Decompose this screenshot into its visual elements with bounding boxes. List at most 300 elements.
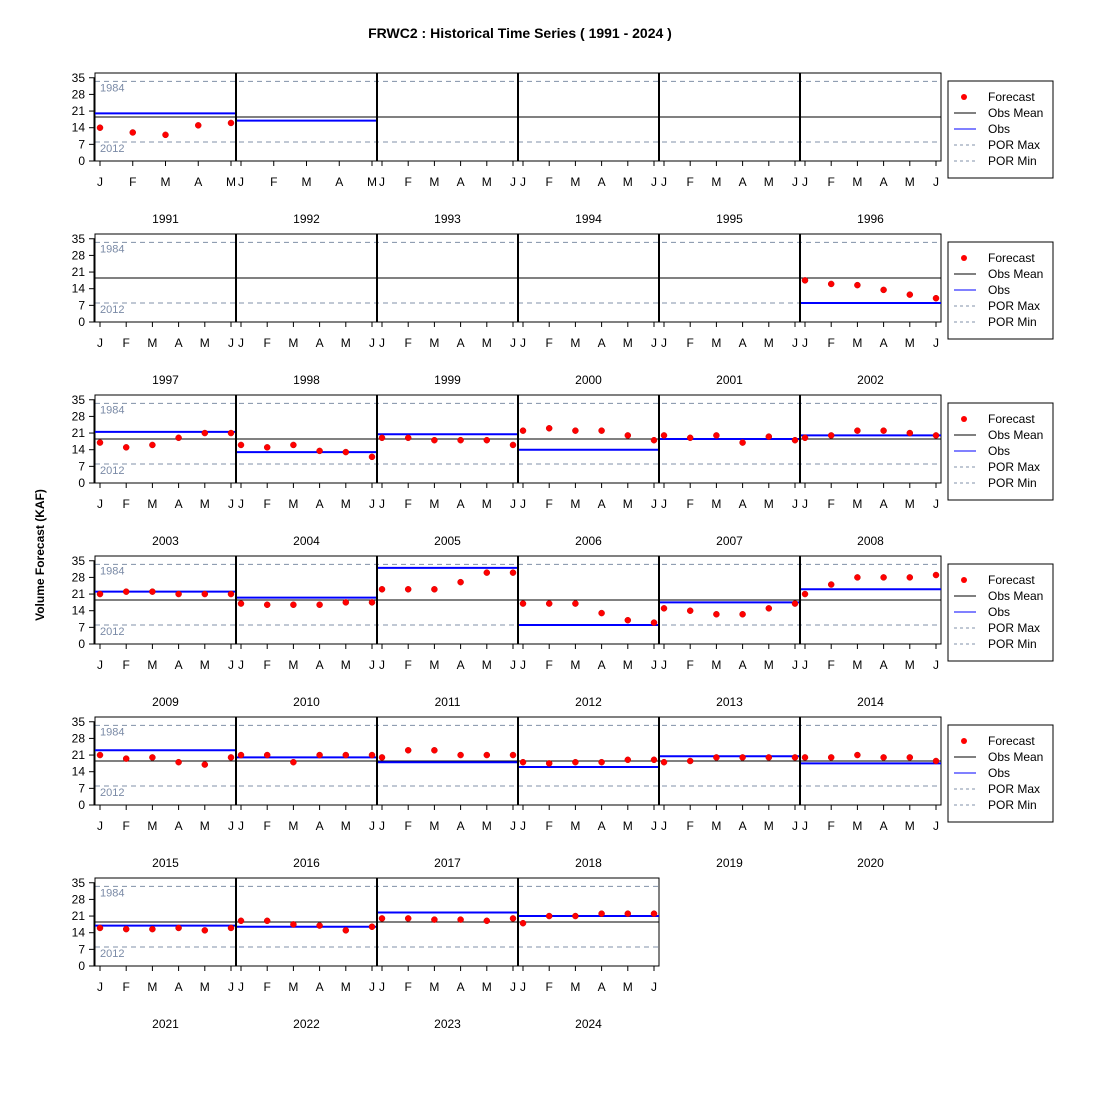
month-label: J — [792, 336, 798, 350]
month-label: M — [288, 658, 299, 672]
y-tick-label: 0 — [78, 315, 85, 329]
month-label: M — [199, 497, 210, 511]
month-label: A — [597, 980, 606, 994]
forecast-point — [431, 747, 437, 753]
por-min-label: 2012 — [100, 303, 125, 316]
forecast-point — [625, 757, 631, 763]
month-label: F — [545, 658, 553, 672]
forecast-point — [369, 599, 375, 605]
forecast-point — [510, 915, 516, 921]
forecast-point — [405, 747, 411, 753]
panel-2005 — [377, 395, 518, 548]
legend-forecast-marker — [961, 416, 967, 422]
month-label: J — [802, 175, 808, 189]
y-tick-label: 21 — [71, 587, 85, 602]
forecast-point — [176, 435, 182, 441]
forecast-point — [458, 437, 464, 443]
month-label: M — [570, 175, 581, 189]
forecast-point — [766, 754, 772, 760]
y-tick-label: 28 — [71, 87, 85, 102]
por-max-label: 1984 — [100, 404, 125, 417]
forecast-point — [379, 435, 385, 441]
month-label: M — [622, 980, 633, 994]
year-label: 1999 — [434, 373, 461, 387]
month-label: M — [147, 497, 158, 511]
month-label: J — [369, 336, 375, 350]
forecast-point — [740, 754, 746, 760]
month-label: M — [763, 819, 774, 833]
month-label: J — [510, 336, 516, 350]
forecast-point — [431, 917, 437, 923]
panel-2018 — [518, 717, 659, 870]
forecast-point — [881, 428, 887, 434]
forecast-point — [651, 620, 657, 626]
y-tick-label: 0 — [78, 154, 85, 168]
legend-forecast-marker — [961, 94, 967, 100]
month-label: A — [174, 658, 183, 672]
forecast-point — [290, 442, 296, 448]
forecast-point — [290, 759, 296, 765]
legend-label: POR Min — [988, 154, 1037, 168]
forecast-point — [484, 437, 490, 443]
month-label: M — [763, 175, 774, 189]
forecast-point — [599, 428, 605, 434]
month-label: M — [429, 175, 440, 189]
month-label: M — [340, 497, 351, 511]
month-label: A — [738, 175, 747, 189]
forecast-point — [405, 586, 411, 592]
forecast-point — [264, 602, 270, 608]
month-label: M — [160, 175, 171, 189]
forecast-point — [546, 760, 552, 766]
month-label: M — [622, 336, 633, 350]
forecast-point — [97, 925, 103, 931]
y-tick-label: 0 — [78, 476, 85, 490]
month-label: A — [456, 497, 465, 511]
legend — [948, 725, 1053, 822]
year-label: 1994 — [575, 212, 602, 226]
month-label: A — [879, 497, 888, 511]
y-tick-label: 35 — [71, 231, 85, 246]
year-label: 1996 — [857, 212, 884, 226]
month-label: A — [174, 336, 183, 350]
month-label: M — [711, 497, 722, 511]
legend-label: Obs Mean — [988, 267, 1044, 281]
y-tick-label: 35 — [71, 875, 85, 890]
forecast-point — [130, 129, 136, 135]
month-label: J — [379, 819, 385, 833]
forecast-point — [713, 432, 719, 438]
forecast-point — [907, 430, 913, 436]
y-tick-label: 28 — [71, 409, 85, 424]
month-label: J — [520, 175, 526, 189]
por-max-label: 1984 — [100, 565, 125, 578]
month-label: M — [226, 175, 236, 189]
panel-1992 — [236, 73, 377, 226]
y-tick-label: 14 — [71, 925, 85, 940]
y-tick-label: 14 — [71, 442, 85, 457]
year-label: 2019 — [716, 856, 743, 870]
month-label: F — [404, 497, 412, 511]
month-label: A — [315, 497, 324, 511]
panel-2002 — [800, 234, 941, 387]
legend-label: Obs — [988, 444, 1011, 458]
month-label: M — [288, 980, 299, 994]
y-axis-label: Volume Forecast (KAF) — [33, 489, 47, 621]
month-label: J — [661, 819, 667, 833]
legend — [948, 564, 1053, 661]
month-label: M — [570, 658, 581, 672]
month-label: M — [711, 175, 722, 189]
month-label: M — [199, 336, 210, 350]
year-label: 2018 — [575, 856, 602, 870]
month-label: A — [335, 175, 344, 189]
month-label: F — [686, 175, 694, 189]
forecast-point — [202, 927, 208, 933]
month-label: J — [238, 497, 244, 511]
forecast-point — [97, 591, 103, 597]
year-label: 2005 — [434, 534, 461, 548]
forecast-point — [123, 444, 129, 450]
month-label: J — [97, 336, 103, 350]
year-label: 2008 — [857, 534, 884, 548]
month-label: F — [263, 819, 271, 833]
month-label: M — [570, 497, 581, 511]
month-label: M — [288, 336, 299, 350]
month-label: M — [481, 175, 492, 189]
month-label: M — [711, 658, 722, 672]
month-label: J — [933, 658, 939, 672]
year-label: 2000 — [575, 373, 602, 387]
month-label: M — [852, 819, 863, 833]
month-label: A — [738, 819, 747, 833]
month-label: J — [238, 819, 244, 833]
y-tick-label: 0 — [78, 959, 85, 973]
month-label: J — [379, 980, 385, 994]
forecast-point — [599, 759, 605, 765]
month-label: M — [288, 819, 299, 833]
por-max-label: 1984 — [100, 726, 125, 739]
month-label: M — [147, 980, 158, 994]
y-tick-label: 7 — [78, 298, 85, 313]
forecast-point — [202, 591, 208, 597]
month-label: A — [456, 336, 465, 350]
forecast-point — [546, 913, 552, 919]
por-min-label: 2012 — [100, 947, 125, 960]
month-label: J — [369, 497, 375, 511]
forecast-point — [625, 432, 631, 438]
forecast-point — [484, 570, 490, 576]
forecast-point — [687, 758, 693, 764]
month-label: A — [738, 658, 747, 672]
forecast-point — [520, 920, 526, 926]
forecast-point — [379, 915, 385, 921]
panel-row — [72, 876, 659, 1031]
forecast-point — [149, 589, 155, 595]
forecast-point — [238, 442, 244, 448]
panel-2023 — [377, 878, 518, 1031]
year-label: 2023 — [434, 1017, 461, 1031]
forecast-point — [625, 617, 631, 623]
month-label: F — [686, 819, 694, 833]
legend-label: Obs — [988, 605, 1011, 619]
panel-1998 — [236, 234, 377, 387]
legend — [948, 81, 1053, 178]
month-label: F — [122, 336, 130, 350]
year-label: 2020 — [857, 856, 884, 870]
panel-2000 — [518, 234, 659, 387]
forecast-point — [228, 591, 234, 597]
month-label: J — [520, 658, 526, 672]
month-label: A — [315, 658, 324, 672]
year-label: 1995 — [716, 212, 743, 226]
forecast-point — [802, 277, 808, 283]
legend-forecast-marker — [961, 577, 967, 583]
y-tick-label: 28 — [71, 731, 85, 746]
month-label: J — [97, 658, 103, 672]
forecast-point — [766, 605, 772, 611]
year-label: 2017 — [434, 856, 461, 870]
forecast-point — [740, 611, 746, 617]
month-label: A — [597, 175, 606, 189]
forecast-point — [572, 759, 578, 765]
y-tick-label: 14 — [71, 603, 85, 618]
month-label: M — [570, 336, 581, 350]
month-label: J — [238, 175, 244, 189]
forecast-point — [854, 752, 860, 758]
month-label: J — [97, 175, 103, 189]
month-label: F — [686, 336, 694, 350]
legend-label: POR Max — [988, 299, 1041, 313]
year-label: 2002 — [857, 373, 884, 387]
month-label: J — [802, 336, 808, 350]
month-label: M — [429, 658, 440, 672]
month-label: F — [404, 175, 412, 189]
forecast-point — [238, 918, 244, 924]
legend-label: POR Max — [988, 138, 1041, 152]
forecast-point — [661, 759, 667, 765]
month-label: M — [147, 336, 158, 350]
panel-2014 — [800, 556, 941, 709]
month-label: M — [429, 336, 440, 350]
legend-label: Obs Mean — [988, 428, 1044, 442]
month-label: J — [379, 658, 385, 672]
month-label: F — [827, 336, 835, 350]
month-label: J — [933, 819, 939, 833]
month-label: A — [315, 980, 324, 994]
forecast-point — [572, 913, 578, 919]
month-label: A — [738, 497, 747, 511]
month-label: A — [174, 980, 183, 994]
month-label: F — [129, 175, 137, 189]
month-label: J — [651, 497, 657, 511]
panel-2011 — [377, 556, 518, 709]
forecast-point — [546, 601, 552, 607]
panel-2007 — [659, 395, 800, 548]
panel-row — [72, 232, 941, 387]
month-label: J — [379, 497, 385, 511]
forecast-point — [854, 574, 860, 580]
y-tick-label: 21 — [71, 909, 85, 924]
legend-label: POR Max — [988, 621, 1041, 635]
month-label: M — [904, 658, 915, 672]
panel-2013 — [659, 556, 800, 709]
forecast-point — [343, 599, 349, 605]
forecast-point — [510, 570, 516, 576]
month-label: F — [122, 819, 130, 833]
month-label: A — [315, 819, 324, 833]
panel-2006 — [518, 395, 659, 548]
year-label: 2014 — [857, 695, 884, 709]
forecast-point — [484, 752, 490, 758]
legend-label: Obs Mean — [988, 750, 1044, 764]
month-label: M — [852, 336, 863, 350]
month-label: A — [879, 175, 888, 189]
month-label: J — [97, 980, 103, 994]
forecast-point — [651, 911, 657, 917]
month-label: A — [879, 819, 888, 833]
panel-row — [72, 715, 941, 870]
month-label: M — [340, 336, 351, 350]
forecast-point — [202, 430, 208, 436]
month-label: A — [597, 336, 606, 350]
forecast-point — [740, 440, 746, 446]
month-label: M — [622, 819, 633, 833]
forecast-point — [264, 752, 270, 758]
month-label: J — [933, 175, 939, 189]
month-label: F — [122, 658, 130, 672]
month-label: A — [194, 175, 203, 189]
legend-forecast-marker — [961, 255, 967, 261]
panel-2004 — [236, 395, 377, 548]
month-label: M — [288, 497, 299, 511]
forecast-point — [854, 428, 860, 434]
forecast-point — [933, 572, 939, 578]
month-label: A — [456, 175, 465, 189]
month-label: J — [369, 658, 375, 672]
year-label: 1991 — [152, 212, 179, 226]
month-label: A — [456, 819, 465, 833]
forecast-point — [431, 586, 437, 592]
year-label: 2016 — [293, 856, 320, 870]
legend — [948, 403, 1053, 500]
forecast-point — [238, 601, 244, 607]
forecast-point — [149, 754, 155, 760]
panel-2010 — [236, 556, 377, 709]
forecast-point — [238, 752, 244, 758]
month-label: F — [545, 497, 553, 511]
forecast-point — [828, 754, 834, 760]
forecast-point — [546, 425, 552, 431]
month-label: J — [802, 658, 808, 672]
legend-label: Obs Mean — [988, 106, 1044, 120]
forecast-point — [651, 437, 657, 443]
forecast-point — [317, 448, 323, 454]
month-label: F — [827, 175, 835, 189]
forecast-point — [933, 295, 939, 301]
month-label: J — [661, 497, 667, 511]
forecast-point — [290, 602, 296, 608]
forecast-point — [228, 754, 234, 760]
month-label: M — [340, 819, 351, 833]
forecast-point — [195, 122, 201, 128]
legends-layer — [948, 81, 1053, 822]
forecast-point — [881, 574, 887, 580]
month-label: M — [570, 819, 581, 833]
year-label: 1992 — [293, 212, 320, 226]
forecast-point — [228, 120, 234, 126]
forecast-point — [343, 449, 349, 455]
month-label: M — [147, 658, 158, 672]
month-label: M — [481, 658, 492, 672]
year-label: 2024 — [575, 1017, 602, 1031]
forecast-point — [572, 601, 578, 607]
forecast-point — [123, 589, 129, 595]
month-label: J — [97, 497, 103, 511]
month-label: J — [510, 497, 516, 511]
panel-row — [72, 554, 941, 709]
forecast-point — [907, 754, 913, 760]
year-label: 1993 — [434, 212, 461, 226]
por-min-label: 2012 — [100, 786, 125, 799]
month-label: F — [686, 658, 694, 672]
forecast-point — [405, 915, 411, 921]
panel-1999 — [377, 234, 518, 387]
forecast-point — [369, 924, 375, 930]
forecast-point — [687, 435, 693, 441]
month-label: M — [481, 497, 492, 511]
month-label: A — [738, 336, 747, 350]
forecast-point — [766, 434, 772, 440]
forecast-point — [176, 591, 182, 597]
panel-1994 — [518, 73, 659, 226]
legend-label: POR Min — [988, 476, 1037, 490]
forecast-point — [149, 442, 155, 448]
y-tick-label: 35 — [71, 714, 85, 729]
month-label: M — [622, 497, 633, 511]
forecast-point — [176, 925, 182, 931]
legend-label: Forecast — [988, 251, 1035, 265]
month-label: J — [228, 980, 234, 994]
forecast-point — [97, 752, 103, 758]
forecast-point — [458, 579, 464, 585]
month-label: A — [597, 658, 606, 672]
year-label: 2003 — [152, 534, 179, 548]
year-label: 2001 — [716, 373, 743, 387]
month-label: J — [520, 819, 526, 833]
month-label: M — [199, 980, 210, 994]
por-min-label: 2012 — [100, 142, 125, 155]
forecast-point — [317, 602, 323, 608]
legend-label: POR Min — [988, 798, 1037, 812]
month-label: M — [904, 175, 915, 189]
forecast-point — [123, 756, 129, 762]
month-label: M — [199, 658, 210, 672]
month-label: A — [456, 658, 465, 672]
month-label: J — [369, 819, 375, 833]
forecast-point — [625, 911, 631, 917]
month-label: J — [933, 336, 939, 350]
year-label: 2006 — [575, 534, 602, 548]
forecast-point — [661, 432, 667, 438]
year-label: 2022 — [293, 1017, 320, 1031]
month-label: J — [792, 658, 798, 672]
forecast-point — [802, 435, 808, 441]
month-label: J — [520, 497, 526, 511]
legend-label: Forecast — [988, 573, 1035, 587]
month-label: J — [238, 658, 244, 672]
month-label: J — [238, 336, 244, 350]
